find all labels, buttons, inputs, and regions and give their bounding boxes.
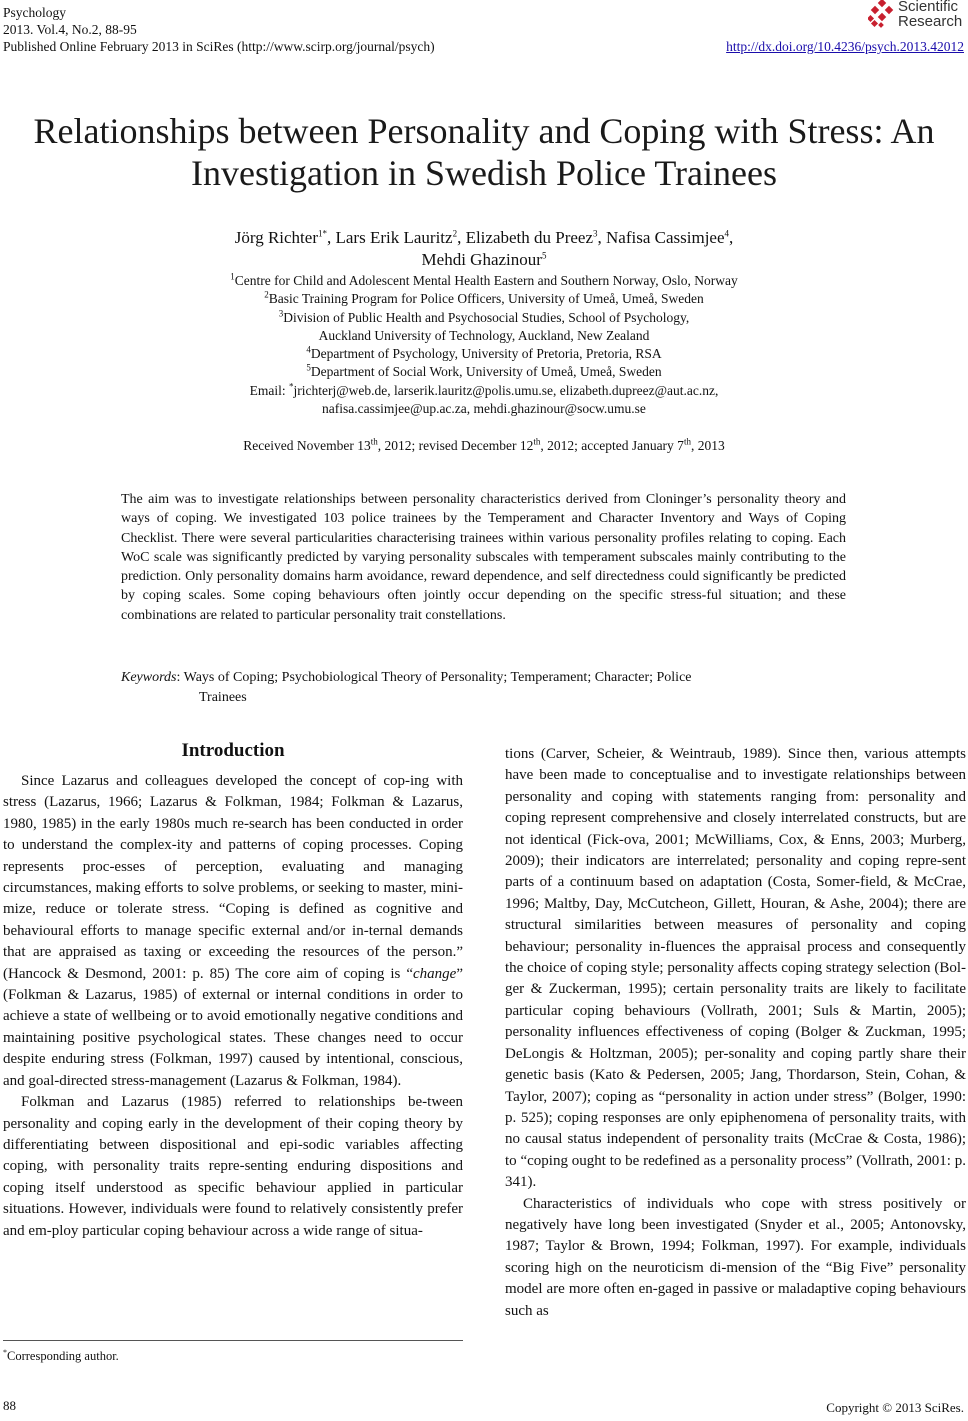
paragraph: tions (Carver, Scheier, & Weintraub, 1989). Since then, various attempts have been made to conceptualise and to investigate relationships between personality and coping with statements ranging from: personality and coping represent comprehensive and closely interrelated constructs, but are not identical (Fick-ova, 2001; McWilliams, Cox, & Enns, 2003; Murberg, 2009); their indicators are interrelated; personality and coping repre-sent parts of a continuum based on adaptation (Costa, Somer-field, & McCrae, 1996; Maltby, Day, McCutcheon, Gillett, Houran, & Ashe, 2004); there are structural similarities between measures of personality and coping behaviour; personality in-fluences the appraisal process and consequently the choice of coping style; personality affects coping strategy selection (Bol-ger & Zuckerman, 1995); certain personality traits are likely to facilitate particular coping behaviours (Vollrath, 2001; Suls & Martin, 2005); personality influences effectiveness of coping (Bolger & Zuckman, 1995; DeLongis & Holtzman, 2005); per-sonality and coping partly share their genetic basis (Kato & Pedersen, 2005; Jang, Thordarson, Stein, Cohan, & Taylor, 2007); coping as “personality in action under stress” (Bolger, 1990: p. 525); coping responses are only epiphenomena of personality traits, with no causal status independent of personality traits (McCrae & Costa, 1986); to “coping ought to be redefined as a personality process” (Vollrath, 2001: p. 341). <box>505 746 966 1191</box>
running-header <box>3 4 435 55</box>
title-line-1: Relationships between Personality and Coping with Stress: An <box>33 111 935 151</box>
volume-info: 2013. Vol.4, No.2, 88-95 <box>3 22 137 37</box>
author-name: , Nafisa Cassimjee <box>597 228 725 247</box>
author-name: Mehdi Ghazinour <box>421 250 542 269</box>
affiliation: $^4$Department of Psychology, University of Pretoria, Pretoria, RSA <box>306 344 662 362</box>
keywords-label: Keywords <box>121 670 177 685</box>
affiliation: $^1$Centre for Child and Adolescent Mental Health Eastern and Southern Norway, Oslo, Norway <box>230 271 738 288</box>
title-line-2: Investigation in Swedish Police Trainees <box>191 153 777 193</box>
publication-info: Published Online February 2013 in SciRes (http://www.scirp.org/journal/psych) <box>3 39 435 54</box>
section-heading: Introduction <box>181 740 285 761</box>
author-name: , Elizabeth du Preez <box>457 228 594 247</box>
affiliation: $^5$Department of Social Work, University of Umeå, Umeå, Sweden <box>306 362 662 380</box>
email-addresses: Email: *jrichterj@web.de, larserik.lauritz@polis.umu.se, elizabeth.dupreez@aut.ac.nz, <box>249 381 719 398</box>
footnote-rule <box>3 1340 463 1341</box>
affiliations <box>0 272 968 418</box>
page-number: 88 <box>3 1398 16 1413</box>
email-addresses-cont: nafisa.cassimjee@up.ac.za, mehdi.ghazinour@socw.umu.se <box>322 401 646 417</box>
body-column-right <box>505 744 966 1322</box>
paragraph: Characteristics of individuals who cope with stress positively or negatively have long been investigated (Snyder et al., 2005; Antonovsky, 1987; Taylor & Brown, 1994; Folkman, 1997). For example, individuals scoring high on the neuroticism di-mension of the “Big Five” personality model are more often en-gaged in passive or maladaptive coping behaviours such as <box>505 1195 966 1319</box>
journal-name: Psychology <box>3 5 67 20</box>
body-column-left <box>3 771 463 1242</box>
keywords-text: : Ways of Coping; Psychobiological Theory of Personality; Temperament; Character; Police <box>176 670 692 685</box>
publisher-logo <box>868 0 968 34</box>
author-list: Jörg Richter$^{1*}$, Lars Erik Lauritz$^2$, Elizabeth du Preez$^3$, Nafisa Cassimjee$^4$, Mehdi Ghazinour$^5$ <box>234 228 734 269</box>
paragraph: Since Lazarus and colleagues developed the concept of cop-ing with stress (Lazarus, 1966; Lazarus & Folkman, 1984; Folkman & Lazarus, 1980, 1985) in the early 1980s much re-search has been conducted in order to understand the complex-ity and patterns of coping processes. Coping represents proc-esses of perception, evaluating and managing circumstances, making efforts to solve problems, or seeking to master, mini-mize, reduce or tolerate stress. “Coping is defined as cognitive and behavioural efforts to manage specific external and/or in-ternal demands that are appraised as taxing or exceeding the resources of the person.” (Hancock & Desmond, 2001: p. 85) The core aim of coping is “change” (Folkman & Lazarus, 1985) of external or internal conditions in order to achieve a state of wellbeing or to avoid emotionally negative conditions and maintaining positive psychological states. These changes need to occur despite enduring stress (Folkman, 1997) caused by intentional, conscious, and goal-directed stress-management (Lazarus & Folkman, 1984). <box>3 773 463 1089</box>
paragraph: Folkman and Lazarus (1985) referred to relationships be-tween personality and coping early in the development of their coping theory by differentiating between dispositional and epi-sodic variables affecting coping, with personality traits repre-senting enduring dispositions and coping itself understood as specific behaviour applied in particular situations. However, individuals were found to relatively consistently prefer and em-ploy particular coping behaviour across a wide range of situa- <box>3 1094 463 1239</box>
keywords-text-cont: Trainees <box>199 690 247 705</box>
paper-title <box>0 110 968 194</box>
logo-text-line2: Research <box>898 12 963 30</box>
received-dates: Received November 13th, 2012; revised December 12th, 2012; accepted January 7th, 2013 <box>243 436 725 453</box>
keywords <box>121 668 692 708</box>
affiliation: $^2$Basic Training Program for Police Officers, University of Umeå, Umeå, Sweden <box>264 289 704 307</box>
affiliation: Auckland University of Technology, Auckland, New Zealand <box>318 327 650 343</box>
abstract: The aim was to investigate relationships between personality characteristics derived from Cloninger’s personality theory and ways of coping. We investigated 103 police trainees by the Temperament and Character Inventory and Ways of Coping Checklist. There were several particularities characterising trainees within various personality profiles relating to coping. Each WoC scale was significantly predicted by varying personality subscales with temperament subscales mainly contributing to the prediction. Only personality domains harm avoidance, reward dependence, and self directedness could significantly be predicted by coping scales. Some coping behaviours often jointly occur depending on the specific stress-ful situation; and these combinations are related to particular personality trait constellations. <box>121 492 846 623</box>
footnote: *Corresponding author. <box>3 1348 119 1364</box>
affiliation: $^3$Division of Public Health and Psychosocial Studies, School of Psychology, <box>278 308 690 325</box>
author-name: Jörg Richter <box>234 228 318 247</box>
scientific-research-logo-icon <box>868 0 896 30</box>
doi-link[interactable]: http://dx.doi.org/10.4236/psych.2013.42012 <box>726 39 964 54</box>
copyright: Copyright © 2013 SciRes. <box>826 1400 964 1415</box>
logo-text-line1: Scientific <box>898 0 959 15</box>
author-name: , Lars Erik Lauritz <box>327 228 453 247</box>
